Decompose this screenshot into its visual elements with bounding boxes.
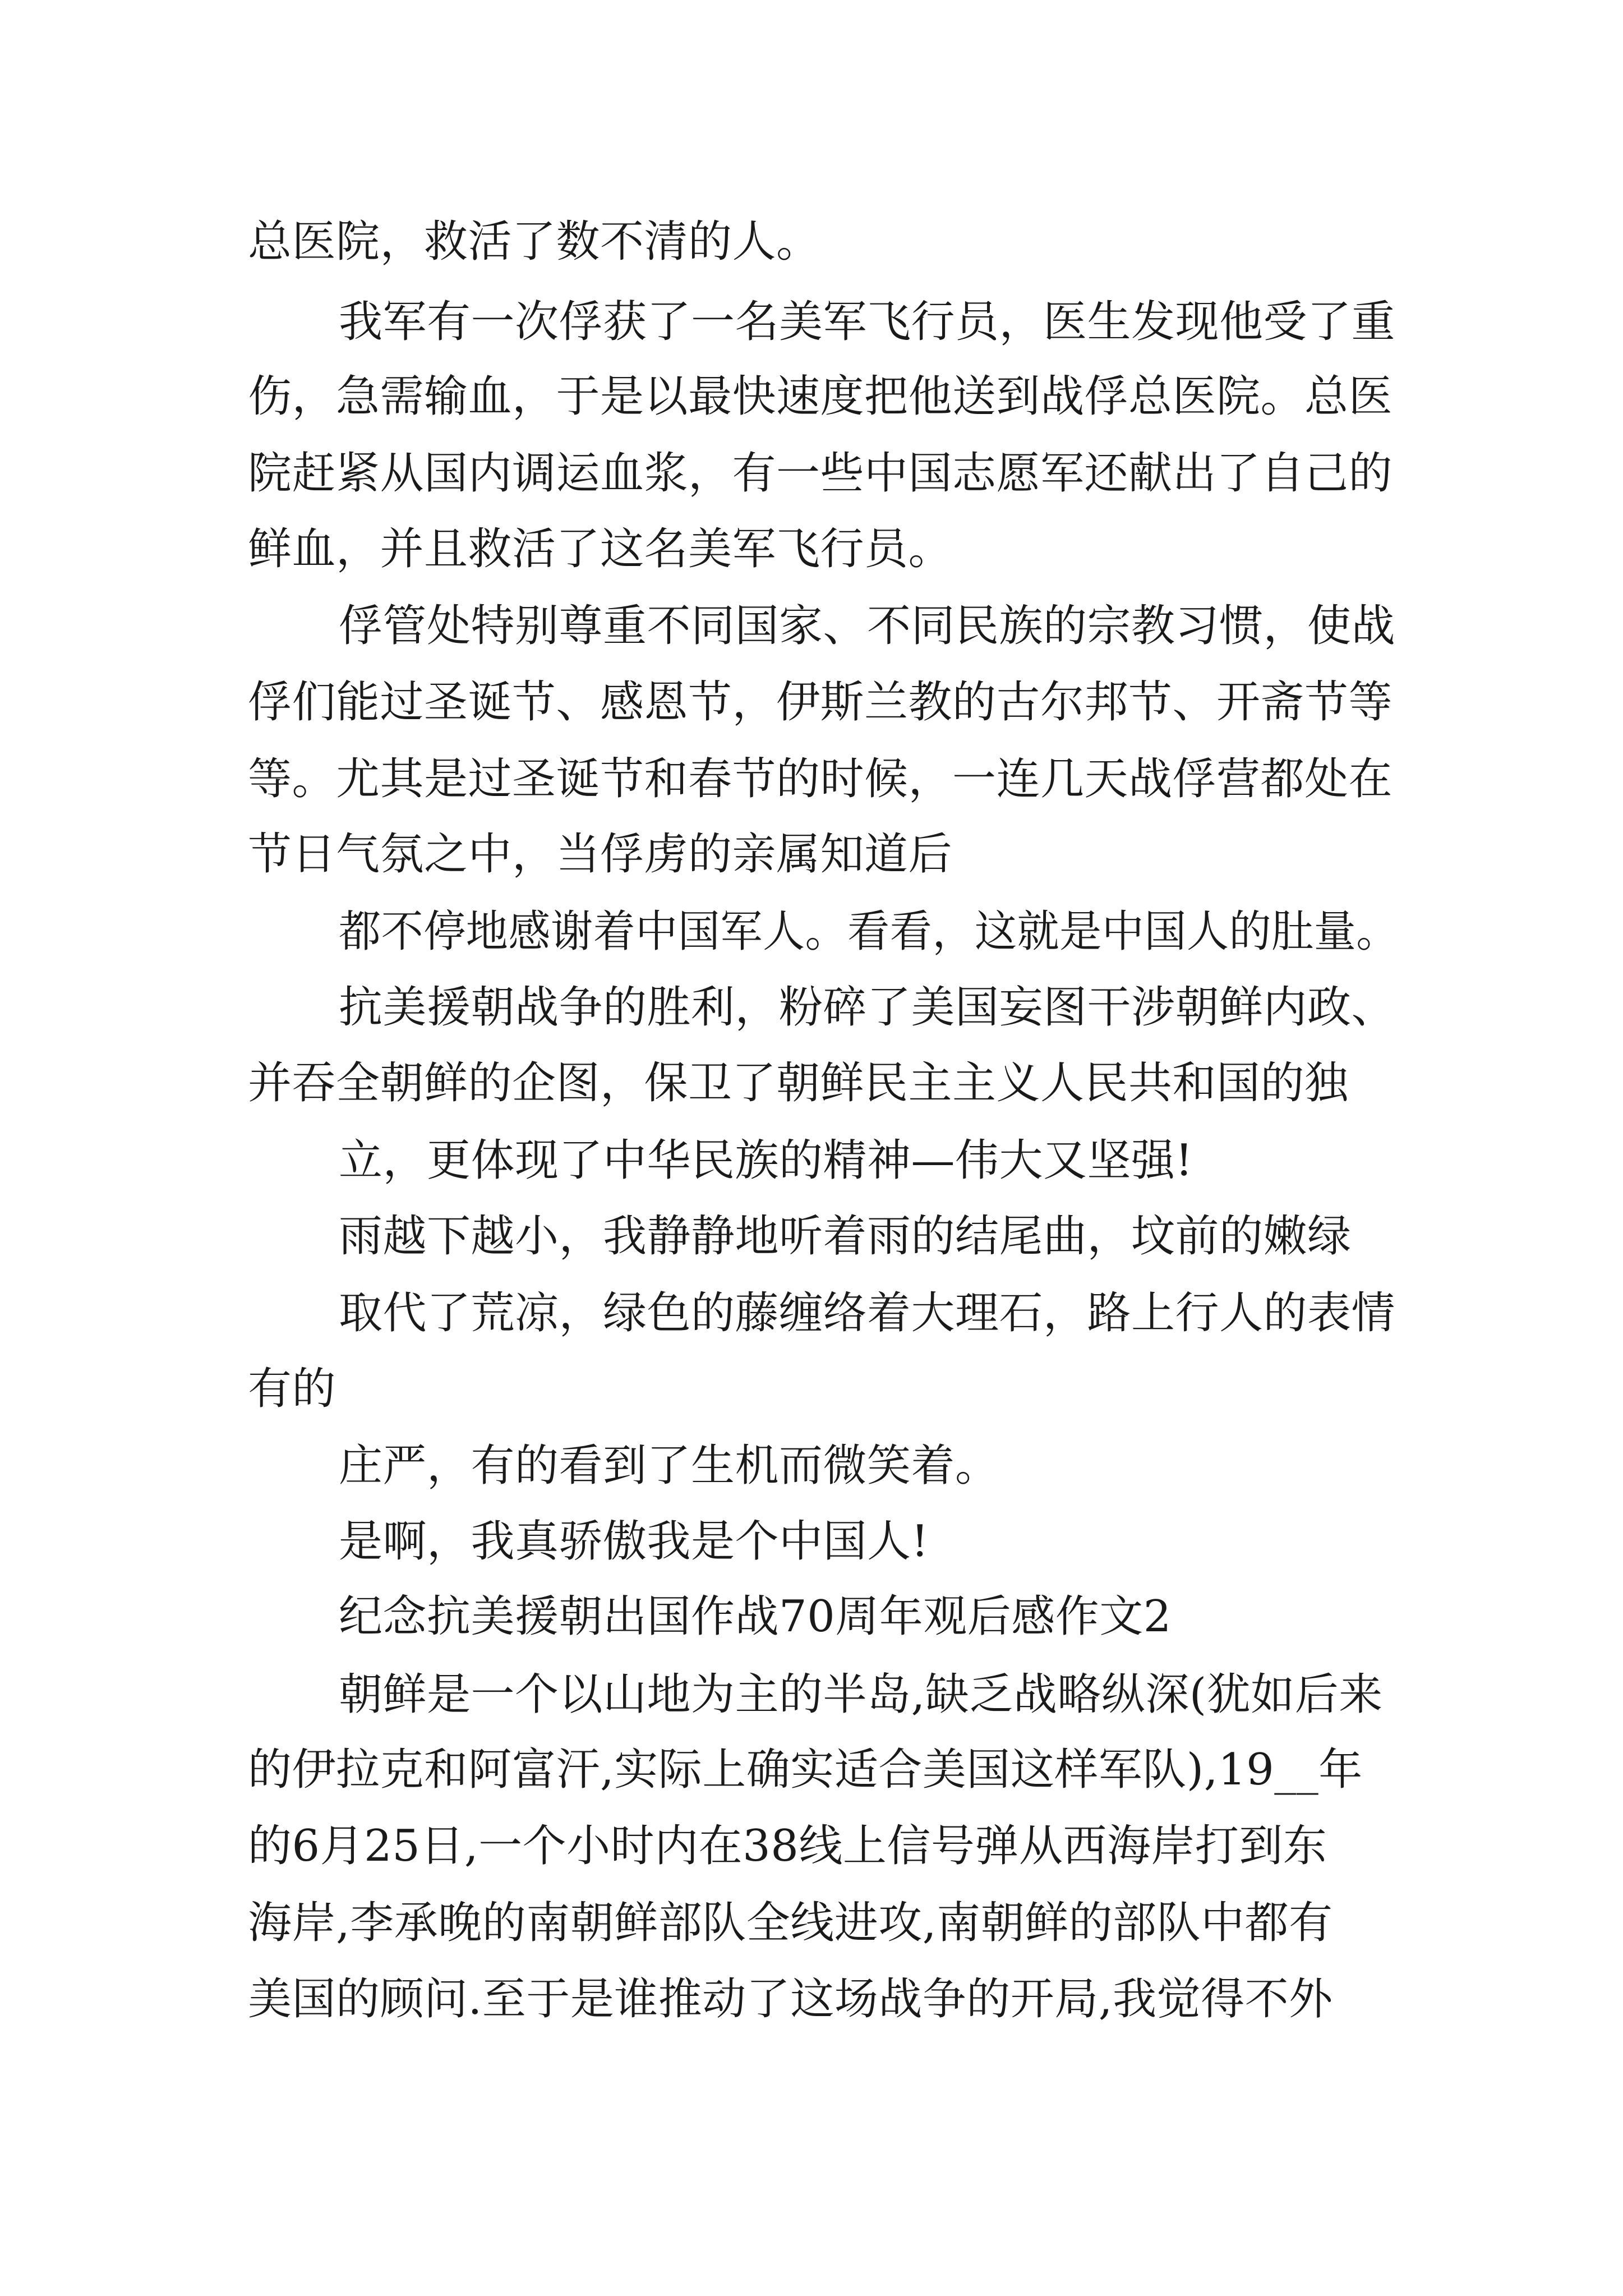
text-line: 等。尤其是过圣诞节和春节的时候，一连几天战俘营都处在 bbox=[248, 754, 1393, 804]
text-line: 并吞全朝鲜的企图，保卫了朝鲜民主主义人民共和国的独 bbox=[248, 1058, 1349, 1108]
text-line: 鲜血，并且救活了这名美军飞行员。 bbox=[248, 524, 953, 574]
text-line: 的伊拉克和阿富汗,实际上确实适合美国这样军队),19__年 bbox=[248, 1745, 1363, 1795]
text-line: 院赶紧从国内调运血浆，有一些中国志愿军还献出了自己的 bbox=[248, 448, 1393, 499]
text-line: 海岸,李承晚的南朝鲜部队全线进攻,南朝鲜的部队中都有 bbox=[248, 1898, 1333, 1948]
text-line: 俘管处特别尊重不同国家、不同民族的宗教习惯，使战 bbox=[339, 601, 1396, 651]
text-line: 的6月25日,一个小时内在38线上信号弹从西海岸打到东 bbox=[248, 1821, 1327, 1871]
text-line: 伤，急需输血，于是以最快速度把他送到战俘总医院。总医 bbox=[248, 371, 1393, 422]
text-line: 纪念抗美援朝出国作战70周年观后感作文2 bbox=[339, 1591, 1172, 1642]
text-line: 雨越下越小，我静静地听着雨的结尾曲，坟前的嫩绿 bbox=[339, 1211, 1352, 1262]
text-line: 朝鲜是一个以山地为主的半岛,缺乏战略纵深(犹如后来 bbox=[339, 1669, 1383, 1720]
text-line: 立，更体现了中华民族的精神—伟大又坚强! bbox=[339, 1135, 1193, 1186]
text-line: 俘们能过圣诞节、感恩节，伊斯兰教的古尔邦节、开斋节等 bbox=[248, 677, 1393, 728]
text-line: 抗美援朝战争的胜利，粉碎了美国妄图干涉朝鲜内政、 bbox=[339, 982, 1396, 1033]
text-line: 节日气氛之中，当俘虏的亲属知道后 bbox=[248, 829, 953, 880]
text-line: 美国的顾问.至于是谁推动了这场战争的开局,我觉得不外 bbox=[248, 1974, 1333, 2024]
text-line: 都不停地感谢着中国军人。看看，这就是中国人的肚量。 bbox=[339, 907, 1399, 957]
text-line: 总医院，救活了数不清的人。 bbox=[248, 217, 820, 267]
text-line: 我军有一次俘获了一名美军飞行员，医生发现他受了重 bbox=[339, 297, 1396, 347]
text-line: 有的 bbox=[248, 1364, 336, 1414]
text-line: 庄严，有的看到了生机而微笑着。 bbox=[339, 1441, 999, 1491]
text-line: 是啊，我真骄傲我是个中国人! bbox=[339, 1516, 929, 1567]
text-line: 取代了荒凉，绿色的藤缠络着大理石，路上行人的表情 bbox=[339, 1288, 1396, 1338]
